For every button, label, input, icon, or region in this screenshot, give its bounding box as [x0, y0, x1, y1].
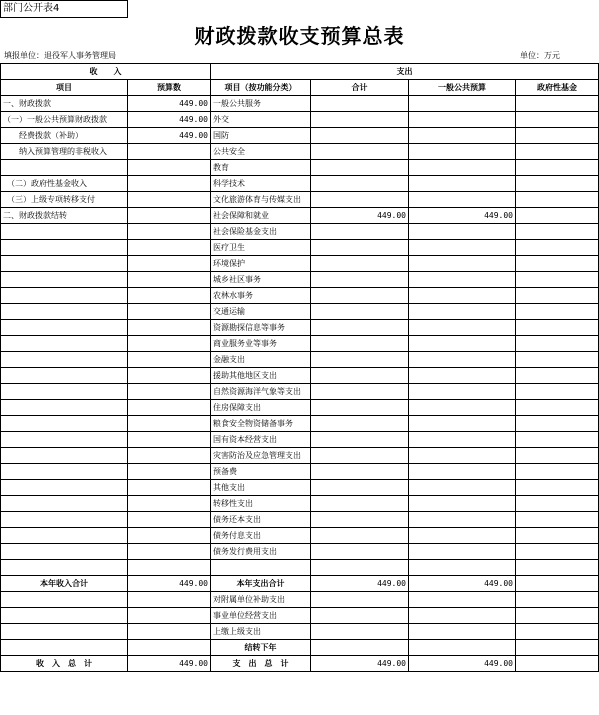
expense-general-cell: [409, 400, 516, 416]
income-item-cell: 纳入预算管理的非税收入: [1, 144, 128, 160]
table-row: [1, 368, 599, 384]
expense-total-cell: [311, 592, 409, 608]
expense-general-cell: [409, 368, 516, 384]
table-row: [1, 112, 599, 128]
expense-item-cell: 债务付息支出: [211, 528, 311, 544]
expense-total-cell: 449.00: [311, 208, 409, 224]
income-item-cell: [1, 256, 128, 272]
expense-fund-cell: [516, 224, 599, 240]
expense-fund-cell: [516, 480, 599, 496]
income-item-cell: [1, 224, 128, 240]
table-row: [1, 416, 599, 432]
income-value-cell: [128, 432, 211, 448]
expense-general-cell: 449.00: [409, 656, 516, 672]
income-value-cell: [128, 416, 211, 432]
col-total: 合计: [311, 80, 409, 96]
table-row: [1, 448, 599, 464]
income-value-cell: [128, 528, 211, 544]
table-row: [1, 624, 599, 640]
expense-fund-cell: [516, 544, 599, 560]
expense-total-cell: [311, 560, 409, 576]
expense-item-cell: 一般公共服务: [211, 96, 311, 112]
table-row: [1, 400, 599, 416]
expense-general-cell: [409, 544, 516, 560]
expense-fund-cell: [516, 640, 599, 656]
income-value-cell: [128, 256, 211, 272]
table-row: [1, 240, 599, 256]
expense-fund-cell: [516, 560, 599, 576]
expense-item-cell: 社会保障和就业: [211, 208, 311, 224]
income-item-cell: [1, 416, 128, 432]
expense-fund-cell: [516, 528, 599, 544]
income-value-cell: 449.00: [128, 576, 211, 592]
income-header: 收 入: [1, 64, 211, 80]
expense-total-cell: [311, 272, 409, 288]
expense-fund-cell: [516, 160, 599, 176]
expense-total-cell: [311, 160, 409, 176]
expense-total-cell: [311, 384, 409, 400]
table-row: [1, 480, 599, 496]
expense-total-cell: [311, 224, 409, 240]
expense-total-cell: [311, 624, 409, 640]
col-budget: 预算数: [128, 80, 211, 96]
income-value-cell: [128, 336, 211, 352]
table-row: [1, 208, 599, 224]
expense-total-cell: [311, 640, 409, 656]
income-item-cell: （三）上级专项转移支付: [1, 192, 128, 208]
expense-general-cell: [409, 256, 516, 272]
income-item-cell: [1, 640, 128, 656]
income-item-cell: [1, 528, 128, 544]
table-row: [1, 144, 599, 160]
income-value-cell: [128, 544, 211, 560]
table-row: [1, 656, 599, 672]
income-item-cell: [1, 592, 128, 608]
expense-fund-cell: [516, 240, 599, 256]
table-row: [1, 304, 599, 320]
expense-item-cell: 商业服务业等事务: [211, 336, 311, 352]
expense-total-cell: [311, 464, 409, 480]
expense-fund-cell: [516, 384, 599, 400]
expense-item-cell: [211, 560, 311, 576]
expense-item-cell: 债务发行费用支出: [211, 544, 311, 560]
income-item-cell: [1, 608, 128, 624]
income-item-cell: （二）政府性基金收入: [1, 176, 128, 192]
expense-total-cell: [311, 320, 409, 336]
income-item-cell: [1, 368, 128, 384]
expense-fund-cell: [516, 96, 599, 112]
expense-general-cell: [409, 384, 516, 400]
expense-item-cell: 国有资本经营支出: [211, 432, 311, 448]
expense-total-cell: [311, 512, 409, 528]
expense-general-cell: [409, 640, 516, 656]
income-value-cell: 449.00: [128, 128, 211, 144]
expense-general-cell: [409, 352, 516, 368]
col-item: 项目: [1, 80, 128, 96]
income-value-cell: [128, 304, 211, 320]
expense-item-cell: 事业单位经营支出: [211, 608, 311, 624]
income-value-cell: [128, 160, 211, 176]
table-row: [1, 320, 599, 336]
expense-item-cell: 住房保障支出: [211, 400, 311, 416]
income-item-cell: [1, 240, 128, 256]
income-value-cell: [128, 320, 211, 336]
expense-total-cell: [311, 544, 409, 560]
expense-total-cell: 449.00: [311, 656, 409, 672]
expense-total-cell: [311, 256, 409, 272]
expense-total-cell: [311, 304, 409, 320]
income-item-cell: [1, 496, 128, 512]
expense-item-cell: 文化旅游体育与传媒支出: [211, 192, 311, 208]
table-row: [1, 272, 599, 288]
table-row: [1, 192, 599, 208]
expense-total-cell: [311, 176, 409, 192]
expense-general-cell: [409, 528, 516, 544]
expense-general-cell: [409, 224, 516, 240]
expense-general-cell: [409, 480, 516, 496]
income-value-cell: [128, 560, 211, 576]
expense-general-cell: [409, 304, 516, 320]
expense-total-cell: [311, 288, 409, 304]
expense-fund-cell: [516, 192, 599, 208]
expense-fund-cell: [516, 608, 599, 624]
table-row: [1, 512, 599, 528]
expense-item-cell: 债务还本支出: [211, 512, 311, 528]
expense-fund-cell: [516, 112, 599, 128]
expense-fund-cell: [516, 304, 599, 320]
income-item-cell: 一、财政拨款: [1, 96, 128, 112]
income-value-cell: [128, 464, 211, 480]
income-value-cell: [128, 224, 211, 240]
expense-fund-cell: [516, 400, 599, 416]
expense-total-cell: [311, 112, 409, 128]
income-value-cell: [128, 496, 211, 512]
expense-fund-cell: [516, 336, 599, 352]
table-row: [1, 176, 599, 192]
expense-fund-cell: [516, 128, 599, 144]
expense-item-cell: 交通运输: [211, 304, 311, 320]
table-row: [1, 560, 599, 576]
expense-fund-cell: [516, 656, 599, 672]
income-item-cell: [1, 464, 128, 480]
expense-general-cell: 449.00: [409, 208, 516, 224]
expense-fund-cell: [516, 256, 599, 272]
expense-fund-cell: [516, 512, 599, 528]
expense-item-cell: 其他支出: [211, 480, 311, 496]
income-item-cell: [1, 288, 128, 304]
table-row: [1, 128, 599, 144]
expense-item-cell: 医疗卫生: [211, 240, 311, 256]
expense-fund-cell: [516, 464, 599, 480]
expense-general-cell: [409, 320, 516, 336]
expense-item-cell: 结转下年: [211, 640, 311, 656]
table-row: [1, 608, 599, 624]
income-value-cell: [128, 144, 211, 160]
expense-total-cell: [311, 496, 409, 512]
table-row: [1, 464, 599, 480]
income-item-cell: [1, 352, 128, 368]
income-value-cell: [128, 352, 211, 368]
expense-general-cell: [409, 144, 516, 160]
table-row: [1, 640, 599, 656]
income-item-cell: [1, 512, 128, 528]
expense-general-cell: [409, 464, 516, 480]
expense-general-cell: [409, 336, 516, 352]
income-value-cell: 449.00: [128, 96, 211, 112]
expense-fund-cell: [516, 352, 599, 368]
income-value-cell: [128, 448, 211, 464]
expense-fund-cell: [516, 496, 599, 512]
expense-general-cell: [409, 192, 516, 208]
income-item-cell: [1, 448, 128, 464]
expense-general-cell: [409, 496, 516, 512]
expense-general-cell: 449.00: [409, 576, 516, 592]
expense-fund-cell: [516, 592, 599, 608]
expense-general-cell: [409, 608, 516, 624]
income-item-cell: 经费拨款（补助）: [1, 128, 128, 144]
table-row: [1, 256, 599, 272]
expense-item-cell: 对附属单位补助支出: [211, 592, 311, 608]
income-item-cell: [1, 480, 128, 496]
expense-fund-cell: [516, 176, 599, 192]
expense-total-cell: [311, 144, 409, 160]
income-value-cell: [128, 368, 211, 384]
expense-general-cell: [409, 272, 516, 288]
expense-total-cell: [311, 336, 409, 352]
table-row: [1, 288, 599, 304]
income-value-cell: [128, 384, 211, 400]
expense-general-cell: [409, 176, 516, 192]
income-item-cell: 二、财政拨款结转: [1, 208, 128, 224]
expense-fund-cell: [516, 576, 599, 592]
expense-general-cell: [409, 416, 516, 432]
expense-total-cell: [311, 352, 409, 368]
expense-general-cell: [409, 432, 516, 448]
expense-general-cell: [409, 560, 516, 576]
expense-fund-cell: [516, 272, 599, 288]
expense-total-cell: [311, 448, 409, 464]
expense-fund-cell: [516, 288, 599, 304]
income-item-cell: [1, 304, 128, 320]
expense-item-cell: 社会保险基金支出: [211, 224, 311, 240]
expense-item-cell: 国防: [211, 128, 311, 144]
expense-general-cell: [409, 128, 516, 144]
expense-item-cell: 教育: [211, 160, 311, 176]
expense-total-cell: [311, 240, 409, 256]
expense-fund-cell: [516, 368, 599, 384]
expense-total-cell: [311, 416, 409, 432]
income-item-cell: [1, 624, 128, 640]
expense-general-cell: [409, 96, 516, 112]
income-value-cell: [128, 208, 211, 224]
income-item-cell: [1, 560, 128, 576]
expense-item-cell: 城乡社区事务: [211, 272, 311, 288]
expense-total-cell: [311, 368, 409, 384]
table-row: [1, 384, 599, 400]
income-item-cell: [1, 400, 128, 416]
expense-total-cell: [311, 432, 409, 448]
income-item-cell: [1, 272, 128, 288]
income-item-cell: [1, 384, 128, 400]
expense-general-cell: [409, 288, 516, 304]
expense-item-cell: 自然资源海洋气象等支出: [211, 384, 311, 400]
table-row: [1, 496, 599, 512]
income-value-cell: [128, 624, 211, 640]
expense-general-cell: [409, 112, 516, 128]
col-exp-item: 项目（按功能分类）: [211, 80, 311, 96]
expense-item-cell: 金融支出: [211, 352, 311, 368]
expense-item-cell: 本年支出合计: [211, 576, 311, 592]
table-row: [1, 352, 599, 368]
expense-general-cell: [409, 240, 516, 256]
expense-total-cell: [311, 400, 409, 416]
expense-total-cell: [311, 96, 409, 112]
income-value-cell: [128, 608, 211, 624]
income-item-cell: [1, 160, 128, 176]
expense-header: 支出: [211, 64, 599, 80]
income-value-cell: [128, 192, 211, 208]
income-value-cell: [128, 176, 211, 192]
income-value-cell: [128, 272, 211, 288]
expense-item-cell: 援助其他地区支出: [211, 368, 311, 384]
expense-item-cell: 灾害防治及应急管理支出: [211, 448, 311, 464]
expense-item-cell: 支 出 总 计: [211, 656, 311, 672]
col-general: 一般公共预算: [409, 80, 516, 96]
expense-item-cell: 公共安全: [211, 144, 311, 160]
table-row: [1, 432, 599, 448]
expense-total-cell: [311, 128, 409, 144]
table-row: [1, 224, 599, 240]
income-value-cell: [128, 592, 211, 608]
expense-total-cell: [311, 528, 409, 544]
income-value-cell: 449.00: [128, 656, 211, 672]
page-title: 财政拨款收支预算总表: [194, 24, 405, 48]
expense-item-cell: 农林水事务: [211, 288, 311, 304]
expense-item-cell: 科学技术: [211, 176, 311, 192]
table-row: [1, 592, 599, 608]
expense-fund-cell: [516, 208, 599, 224]
expense-item-cell: 粮食安全物资储备事务: [211, 416, 311, 432]
income-item-cell: [1, 336, 128, 352]
expense-total-cell: [311, 480, 409, 496]
table-row: [1, 96, 599, 112]
income-value-cell: [128, 640, 211, 656]
income-item-cell: 本年收入合计: [1, 576, 128, 592]
table-row: [1, 544, 599, 560]
income-item-cell: [1, 320, 128, 336]
table-tag: 部门公开表4: [0, 0, 128, 18]
income-item-cell: （一）一般公共预算财政拨款: [1, 112, 128, 128]
expense-fund-cell: [516, 144, 599, 160]
income-value-cell: [128, 400, 211, 416]
budget-table: [0, 63, 599, 672]
expense-fund-cell: [516, 320, 599, 336]
expense-general-cell: [409, 592, 516, 608]
expense-item-cell: 上缴上级支出: [211, 624, 311, 640]
expense-total-cell: 449.00: [311, 576, 409, 592]
income-value-cell: [128, 512, 211, 528]
expense-item-cell: 环境保护: [211, 256, 311, 272]
income-value-cell: [128, 480, 211, 496]
expense-total-cell: [311, 192, 409, 208]
expense-item-cell: 资源勘探信息等事务: [211, 320, 311, 336]
income-value-cell: [128, 288, 211, 304]
expense-general-cell: [409, 624, 516, 640]
income-item-cell: 收 入 总 计: [1, 656, 128, 672]
table-row: [1, 576, 599, 592]
income-item-cell: [1, 432, 128, 448]
income-item-cell: [1, 544, 128, 560]
expense-fund-cell: [516, 448, 599, 464]
expense-item-cell: 预备费: [211, 464, 311, 480]
expense-fund-cell: [516, 416, 599, 432]
expense-general-cell: [409, 512, 516, 528]
unit-label: 单位：万元: [520, 51, 560, 60]
table-row: [1, 160, 599, 176]
reporting-unit: 填报单位：退役军人事务管理局: [4, 51, 116, 60]
expense-general-cell: [409, 160, 516, 176]
expense-fund-cell: [516, 432, 599, 448]
expense-general-cell: [409, 448, 516, 464]
income-value-cell: [128, 240, 211, 256]
income-value-cell: 449.00: [128, 112, 211, 128]
expense-total-cell: [311, 608, 409, 624]
expense-fund-cell: [516, 624, 599, 640]
table-row: [1, 336, 599, 352]
col-gov-fund: 政府性基金: [516, 80, 599, 96]
expense-item-cell: 外交: [211, 112, 311, 128]
table-row: [1, 528, 599, 544]
expense-item-cell: 转移性支出: [211, 496, 311, 512]
